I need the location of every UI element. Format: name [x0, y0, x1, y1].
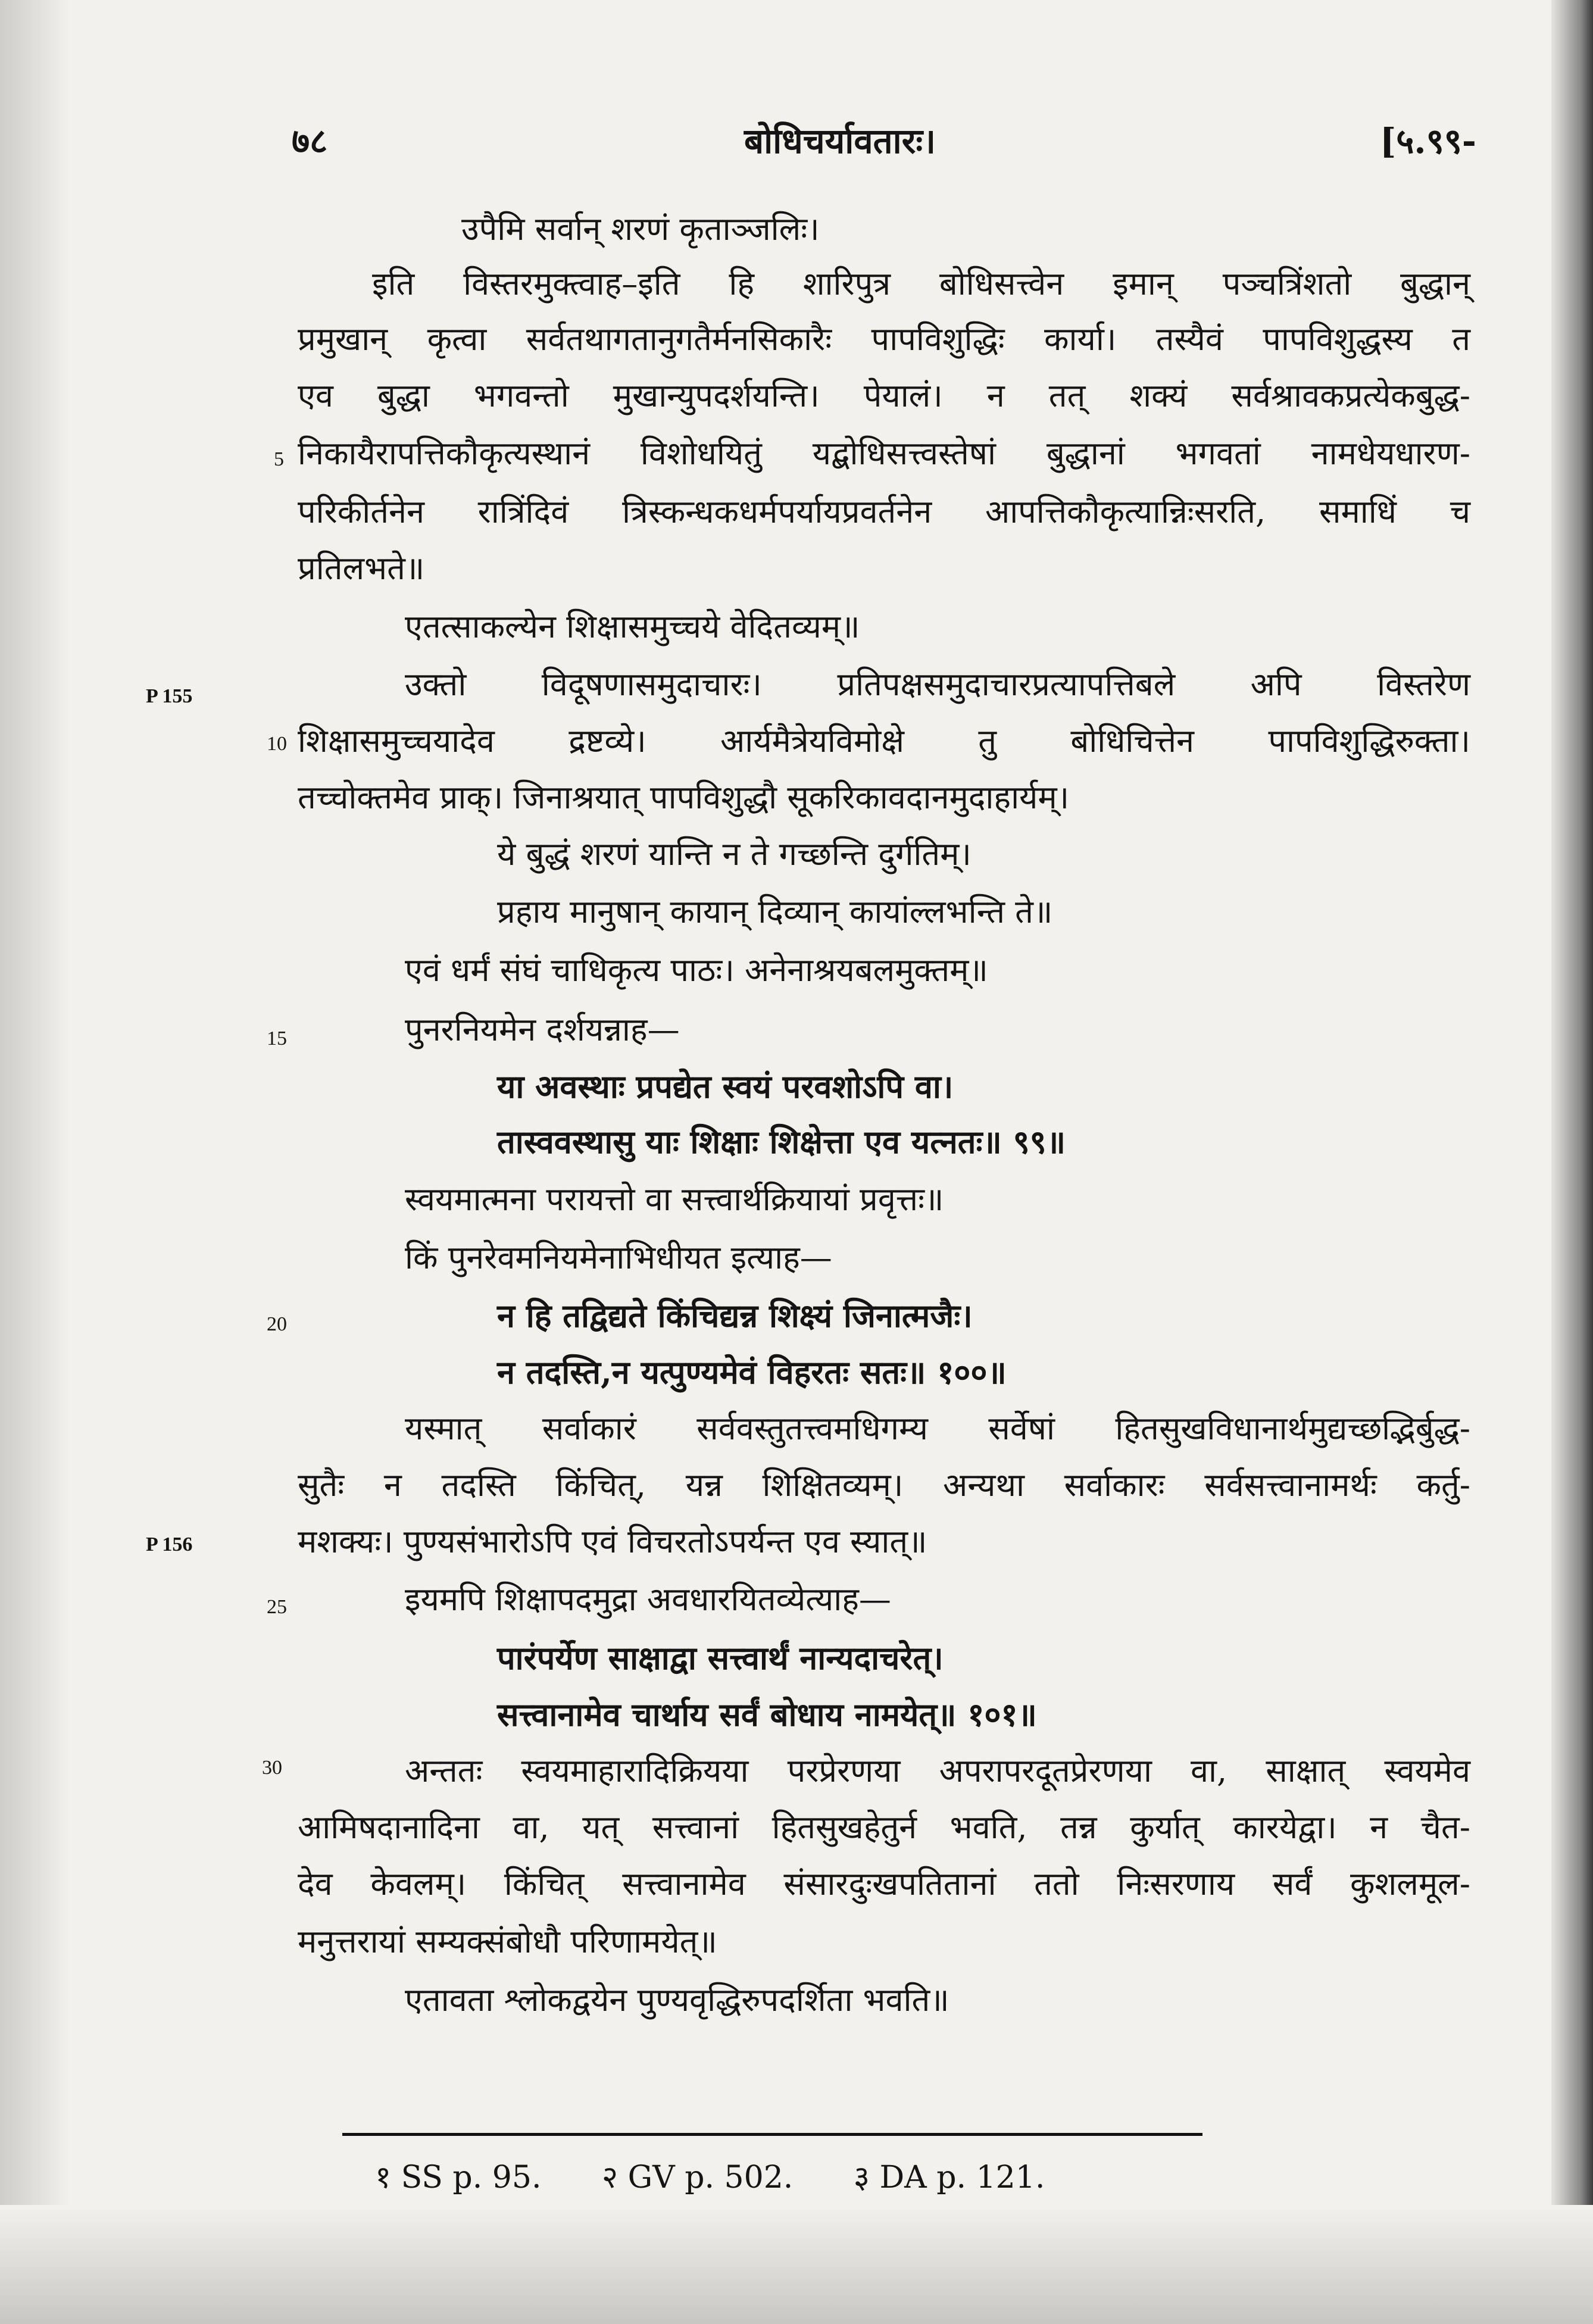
- text-line: अन्ततः स्वयमाहारादिक्रियया परप्रेरणया अपरापरदूतप्रेरणया वा, साक्षात् स्वयमेव: [405, 1752, 1470, 1789]
- text-line: मनुत्तरायां सम्यक्संबोधौ परिणामयेत्॥: [298, 1923, 717, 1960]
- text-line: देव केवलम्। किंचित् सत्त्वानामेव संसारदुःखपतितानां ततो निःसरणाय सर्वं कुशलमूल-: [298, 1865, 1470, 1903]
- line-number: 30: [262, 1757, 282, 1779]
- footnote-3: ३ DA p. 121.: [853, 2160, 1045, 2195]
- text-line: पुनरनियमेन दर्शयन्नाह—: [405, 1011, 680, 1048]
- text-line: प्रमुखान् कृत्वा सर्वतथागतानुगतैर्मनसिकारैः पापविशुद्धिः कार्या। तस्यैवं पापविशुद्धस्य त: [298, 320, 1470, 358]
- text-line: निकायैरापत्तिकौकृत्यस्थानं विशोधयितुं यद्बोधिसत्त्वस्तेषां बुद्धानां भगवतां नामधेयधारण-: [298, 435, 1470, 472]
- text-line: सुतैः न तदस्ति किंचित्, यन्न शिक्षितव्यम्। अन्यथा सर्वाकारः सर्वसत्त्वानामर्थः कर्तु-: [298, 1466, 1470, 1504]
- text-line: उक्तो विदूषणासमुदाचारः। प्रतिपक्षसमुदाचारप्रत्यापत्तिबले अपि विस्तरेण: [405, 666, 1470, 703]
- verse-line: सत्त्वानामेव चार्थाय सर्वं बोधाय नामयेत्॥ १०१॥: [497, 1695, 1037, 1733]
- text-line: इयमपि शिक्षापदमुद्रा अवधारयितव्येत्याह—: [405, 1580, 891, 1618]
- line-number: 20: [267, 1313, 287, 1335]
- text-line: किं पुनरेवमनियमेनाभिधीयत इत्याह—: [405, 1239, 832, 1276]
- text-line: एव बुद्धा भगवन्तो मुखान्युपदर्शयन्ति। पेयालं। न तत् शक्यं सर्वश्रावकप्रत्येकबुद्ध-: [298, 377, 1470, 414]
- footnote-2: २ GV p. 502.: [602, 2160, 794, 2195]
- running-header: [292, 116, 1476, 170]
- verse-line: न हि तद्विद्यते किंचिद्यन्न शिक्ष्यं जिनात्मजैः।: [497, 1297, 973, 1335]
- verse-line: तास्ववस्थासु याः शिक्षाः शिक्षेत्ता एव यत्नतः॥ ९९॥: [497, 1123, 1066, 1161]
- text-line: तच्चोक्तमेव प्राक्। जिनाश्रयात् पापविशुद्धौ सूकरिकावदानमुदाहार्यम्।: [298, 779, 1070, 816]
- page-edge-shadow-bottom: [0, 2205, 1593, 2324]
- verse-line: प्रहाय मानुषान् कायान् दिव्यान् कायांल्लभन्ति ते॥: [497, 893, 1053, 930]
- margin-page-ref: P 156: [146, 1533, 193, 1555]
- verse-line: ये बुद्धं शरणं यान्ति न ते गच्छन्ति दुर्गतिम्।: [497, 835, 972, 873]
- text-line: मशक्यः। पुण्यसंभारोऽपि एवं विचरतोऽपर्यन्त एव स्यात्॥: [298, 1523, 927, 1560]
- text-line: एवं धर्मं संघं चाधिकृत्य पाठः। अनेनाश्रयबलमुक्तम्॥: [405, 951, 988, 989]
- text-line: उपैमि सर्वान् शरणं कृताञ्जलिः।: [461, 210, 820, 248]
- text-line: एतावता श्लोकद्वयेन पुण्यवृद्धिरुपदर्शिता भवति॥: [405, 1981, 949, 2019]
- text-line: स्वयमात्मना परायत्तो वा सत्त्वार्थक्रियायां प्रवृत्तः॥: [405, 1180, 944, 1218]
- footnotes: [375, 2155, 1095, 2197]
- text-line: आमिषदानादिना वा, यत् सत्त्वानां हितसुखहेतुर्न भवति, तन्न कुर्यात् कारयेद्वा। न चैत-: [298, 1808, 1470, 1846]
- text-line: यस्मात् सर्वाकारं सर्ववस्तुतत्त्वमधिगम्य सर्वेषां हितसुखविधानार्थमुद्यच्छद्भिर्बुद्ध-: [405, 1410, 1470, 1447]
- line-number: 25: [267, 1596, 287, 1618]
- verse-line: न तदस्ति,न यत्पुण्यमेवं विहरतः सतः॥ १००॥: [497, 1353, 1007, 1391]
- line-number: 10: [267, 733, 287, 755]
- verse-reference: [५.९९-: [1379, 121, 1476, 161]
- margin-page-ref: P 155: [146, 685, 193, 707]
- text-line: शिक्षासमुच्चयादेव द्रष्टव्ये। आर्यमैत्रेयविमोक्षे तु बोधिचित्तेन पापविशुद्धिरुक्ता।: [298, 722, 1470, 760]
- text-line: इति विस्तरमुक्त्वाह–इति हि शारिपुत्र बोधिसत्त्वेन इमान् पञ्चत्रिंशतो बुद्धान्: [372, 265, 1470, 302]
- footnote-1: १ SS p. 95.: [375, 2160, 542, 2195]
- text-line: प्रतिलभते॥: [298, 549, 425, 587]
- footnote-rule: [342, 2133, 1202, 2136]
- line-number: 5: [274, 448, 284, 470]
- verse-line: पारंपर्येण साक्षाद्वा सत्त्वार्थं नान्यदाचरेत्।: [497, 1639, 944, 1677]
- verse-line: या अवस्थाः प्रपद्येत स्वयं परवशोऽपि वा।: [497, 1067, 954, 1105]
- running-title: बोधिचर्यावतारः।: [744, 121, 936, 161]
- page-number: ७८: [292, 121, 328, 161]
- page-edge-shadow-left: [0, 0, 71, 2324]
- page-edge-shadow-right: [1551, 0, 1593, 2324]
- text-line: एतत्साकल्येन शिक्षासमुच्चये वेदितव्यम्॥: [405, 608, 860, 645]
- line-number: 15: [267, 1027, 287, 1049]
- text-line: परिकीर्तनेन रात्रिंदिवं त्रिस्कन्धकधर्मपर्यायप्रवर्तनेन आपत्तिकौकृत्यान्निःसरति, समाधिं च: [298, 493, 1470, 530]
